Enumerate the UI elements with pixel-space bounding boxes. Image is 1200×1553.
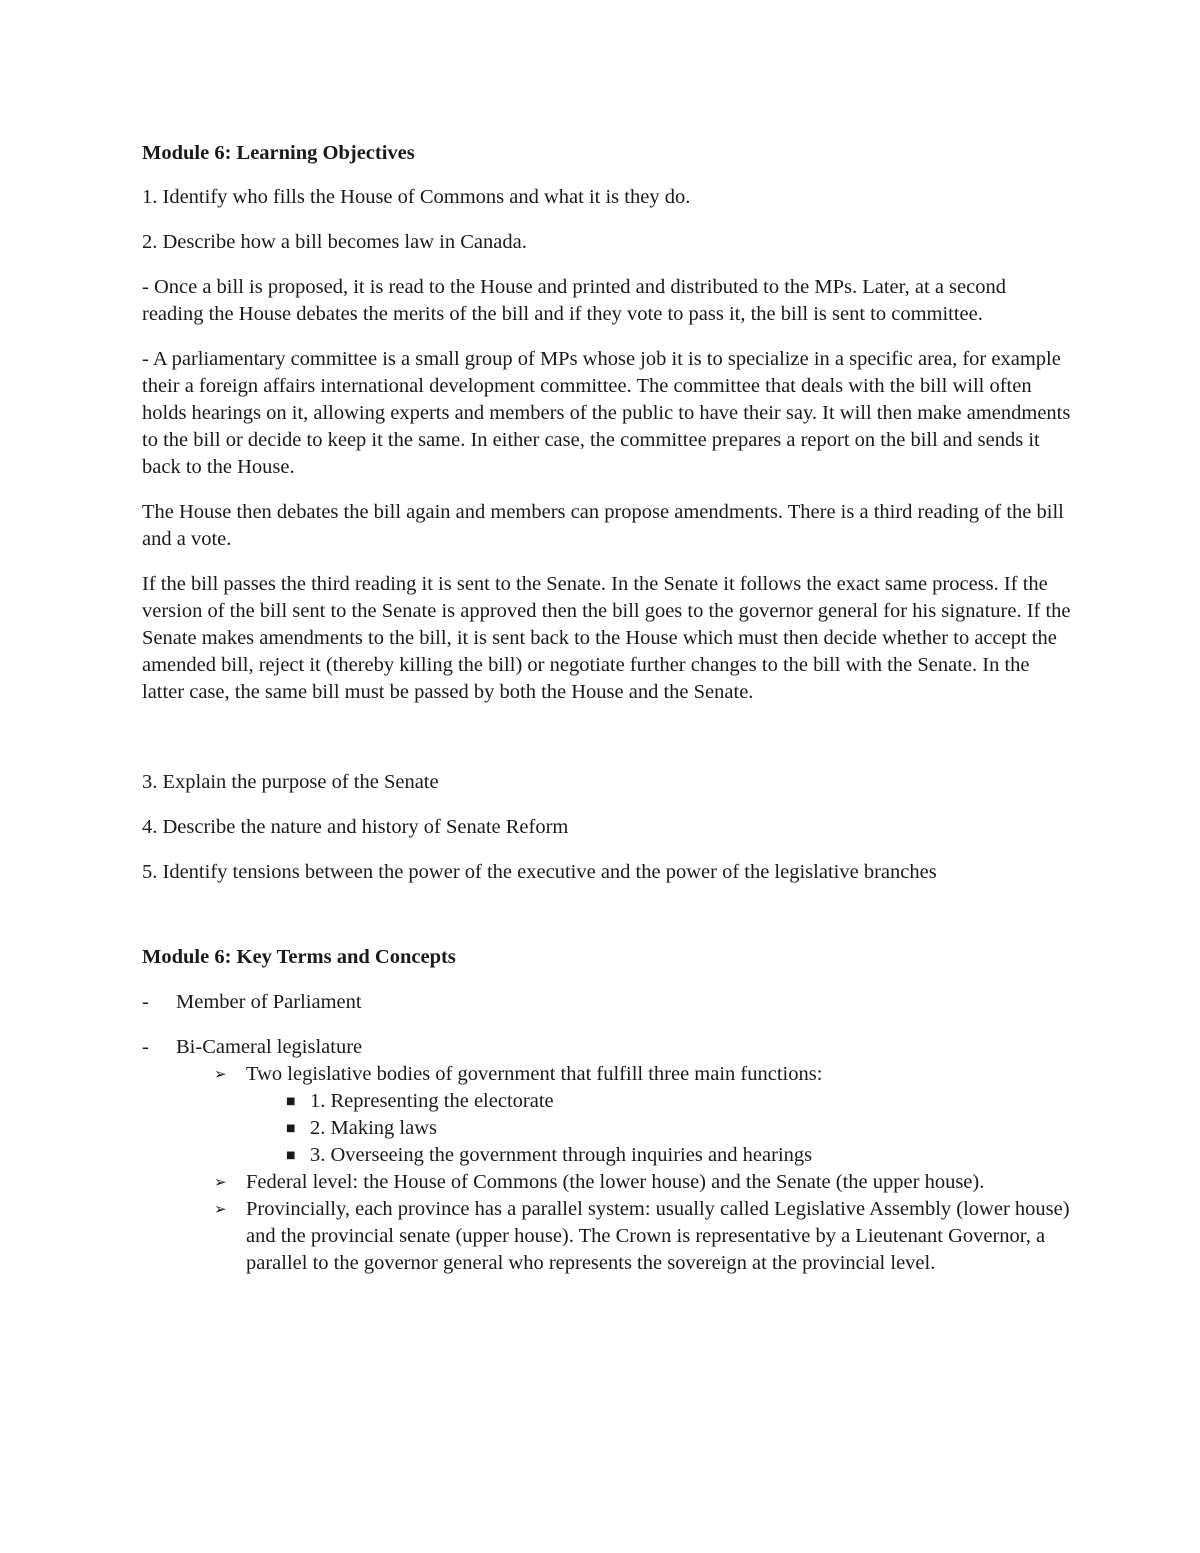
arrow-bullet-icon: ➢ (214, 1065, 227, 1083)
function-text: 2. Making laws (310, 1117, 437, 1139)
sub-item-text: Federal level: the House of Commons (the lower house) and the Senate (the upper house). (246, 1171, 985, 1193)
sub-list-item (214, 1169, 1072, 1196)
square-bullet-icon: ■ (286, 1150, 296, 1161)
term-label: Member of Parliament (176, 991, 362, 1013)
objective-1: 1. Identify who fills the House of Commons and what it is they do. (142, 186, 691, 208)
function-item (286, 1115, 1072, 1142)
key-terms-heading: Module 6: Key Terms and Concepts (142, 946, 456, 968)
term-item-member-of-parliament (142, 989, 1072, 1016)
function-text: 1. Representing the electorate (310, 1090, 554, 1112)
square-bullet-icon: ■ (286, 1123, 296, 1134)
function-item (286, 1088, 1072, 1115)
function-item (286, 1142, 1072, 1169)
functions-list (286, 1088, 1072, 1169)
function-text: 3. Overseeing the government through inquiries and hearings (310, 1144, 813, 1166)
term-label: Bi-Cameral legislature (176, 1036, 363, 1058)
sub-list-item (214, 1196, 1072, 1277)
document-page (142, 140, 1072, 1277)
bill-process-paragraph-4: If the bill passes the third reading it is sent to the Senate. In the Senate it follows the exact same process. If the version of the bill sent to the Senate is approved then the bill goes to the governor general for his signature. If the Senate makes amendments to the bill, it is sent back to the House which must then decide whether to accept the amended bill, reject it (thereby killing the bill) or negotiate further changes to the bill with the Senate. In the latter case, the same bill must be passed by both the House and the Senate. (142, 573, 1071, 703)
learning-objectives-heading: Module 6: Learning Objectives (142, 142, 415, 164)
bill-process-paragraph-1: - Once a bill is proposed, it is read to the House and printed and distributed to the MPs. Later, at a second reading the House debates the merits of the bill and if they vote to pass it, the bill is sent to committee. (142, 276, 1006, 325)
objective-3: 3. Explain the purpose of the Senate (142, 771, 439, 793)
bill-process-paragraph-2: - A parliamentary committee is a small group of MPs whose job it is to specialize in a specific area, for example their a foreign affairs international development committee. The committee that deals with the bill will often holds hearings on it, allowing experts and members of the public to have their say. It will then make amendments to the bill or decide to keep it the same. In either case, the committee prepares a report on the bill and sends it back to the House. (142, 348, 1071, 478)
objective-4: 4. Describe the nature and history of Senate Reform (142, 816, 569, 838)
objective-2: 2. Describe how a bill becomes law in Canada. (142, 231, 527, 253)
arrow-bullet-icon: ➢ (214, 1173, 227, 1191)
arrow-bullet-icon: ➢ (214, 1200, 227, 1218)
sub-item-text: Two legislative bodies of government that fulfill three main functions: (246, 1063, 823, 1085)
dash-bullet: - (142, 991, 149, 1013)
objective-5: 5. Identify tensions between the power of the executive and the power of the legislative branches (142, 861, 937, 883)
square-bullet-icon: ■ (286, 1096, 296, 1107)
bill-process-paragraph-3: The House then debates the bill again and members can propose amendments. There is a third reading of the bill and a vote. (142, 501, 1064, 550)
sub-item-text: Provincially, each province has a parallel system: usually called Legislative Assembly (lower house) and the provincial senate (upper house). The Crown is representative by a Lieutenant Governor, a parallel to the governor general who represents the sovereign at the provincial level. (246, 1198, 1070, 1274)
term-item-bicameral-legislature (142, 1034, 1072, 1061)
dash-bullet: - (142, 1036, 149, 1058)
sub-list-item (214, 1061, 1072, 1088)
bicameral-sub-list (214, 1061, 1072, 1277)
